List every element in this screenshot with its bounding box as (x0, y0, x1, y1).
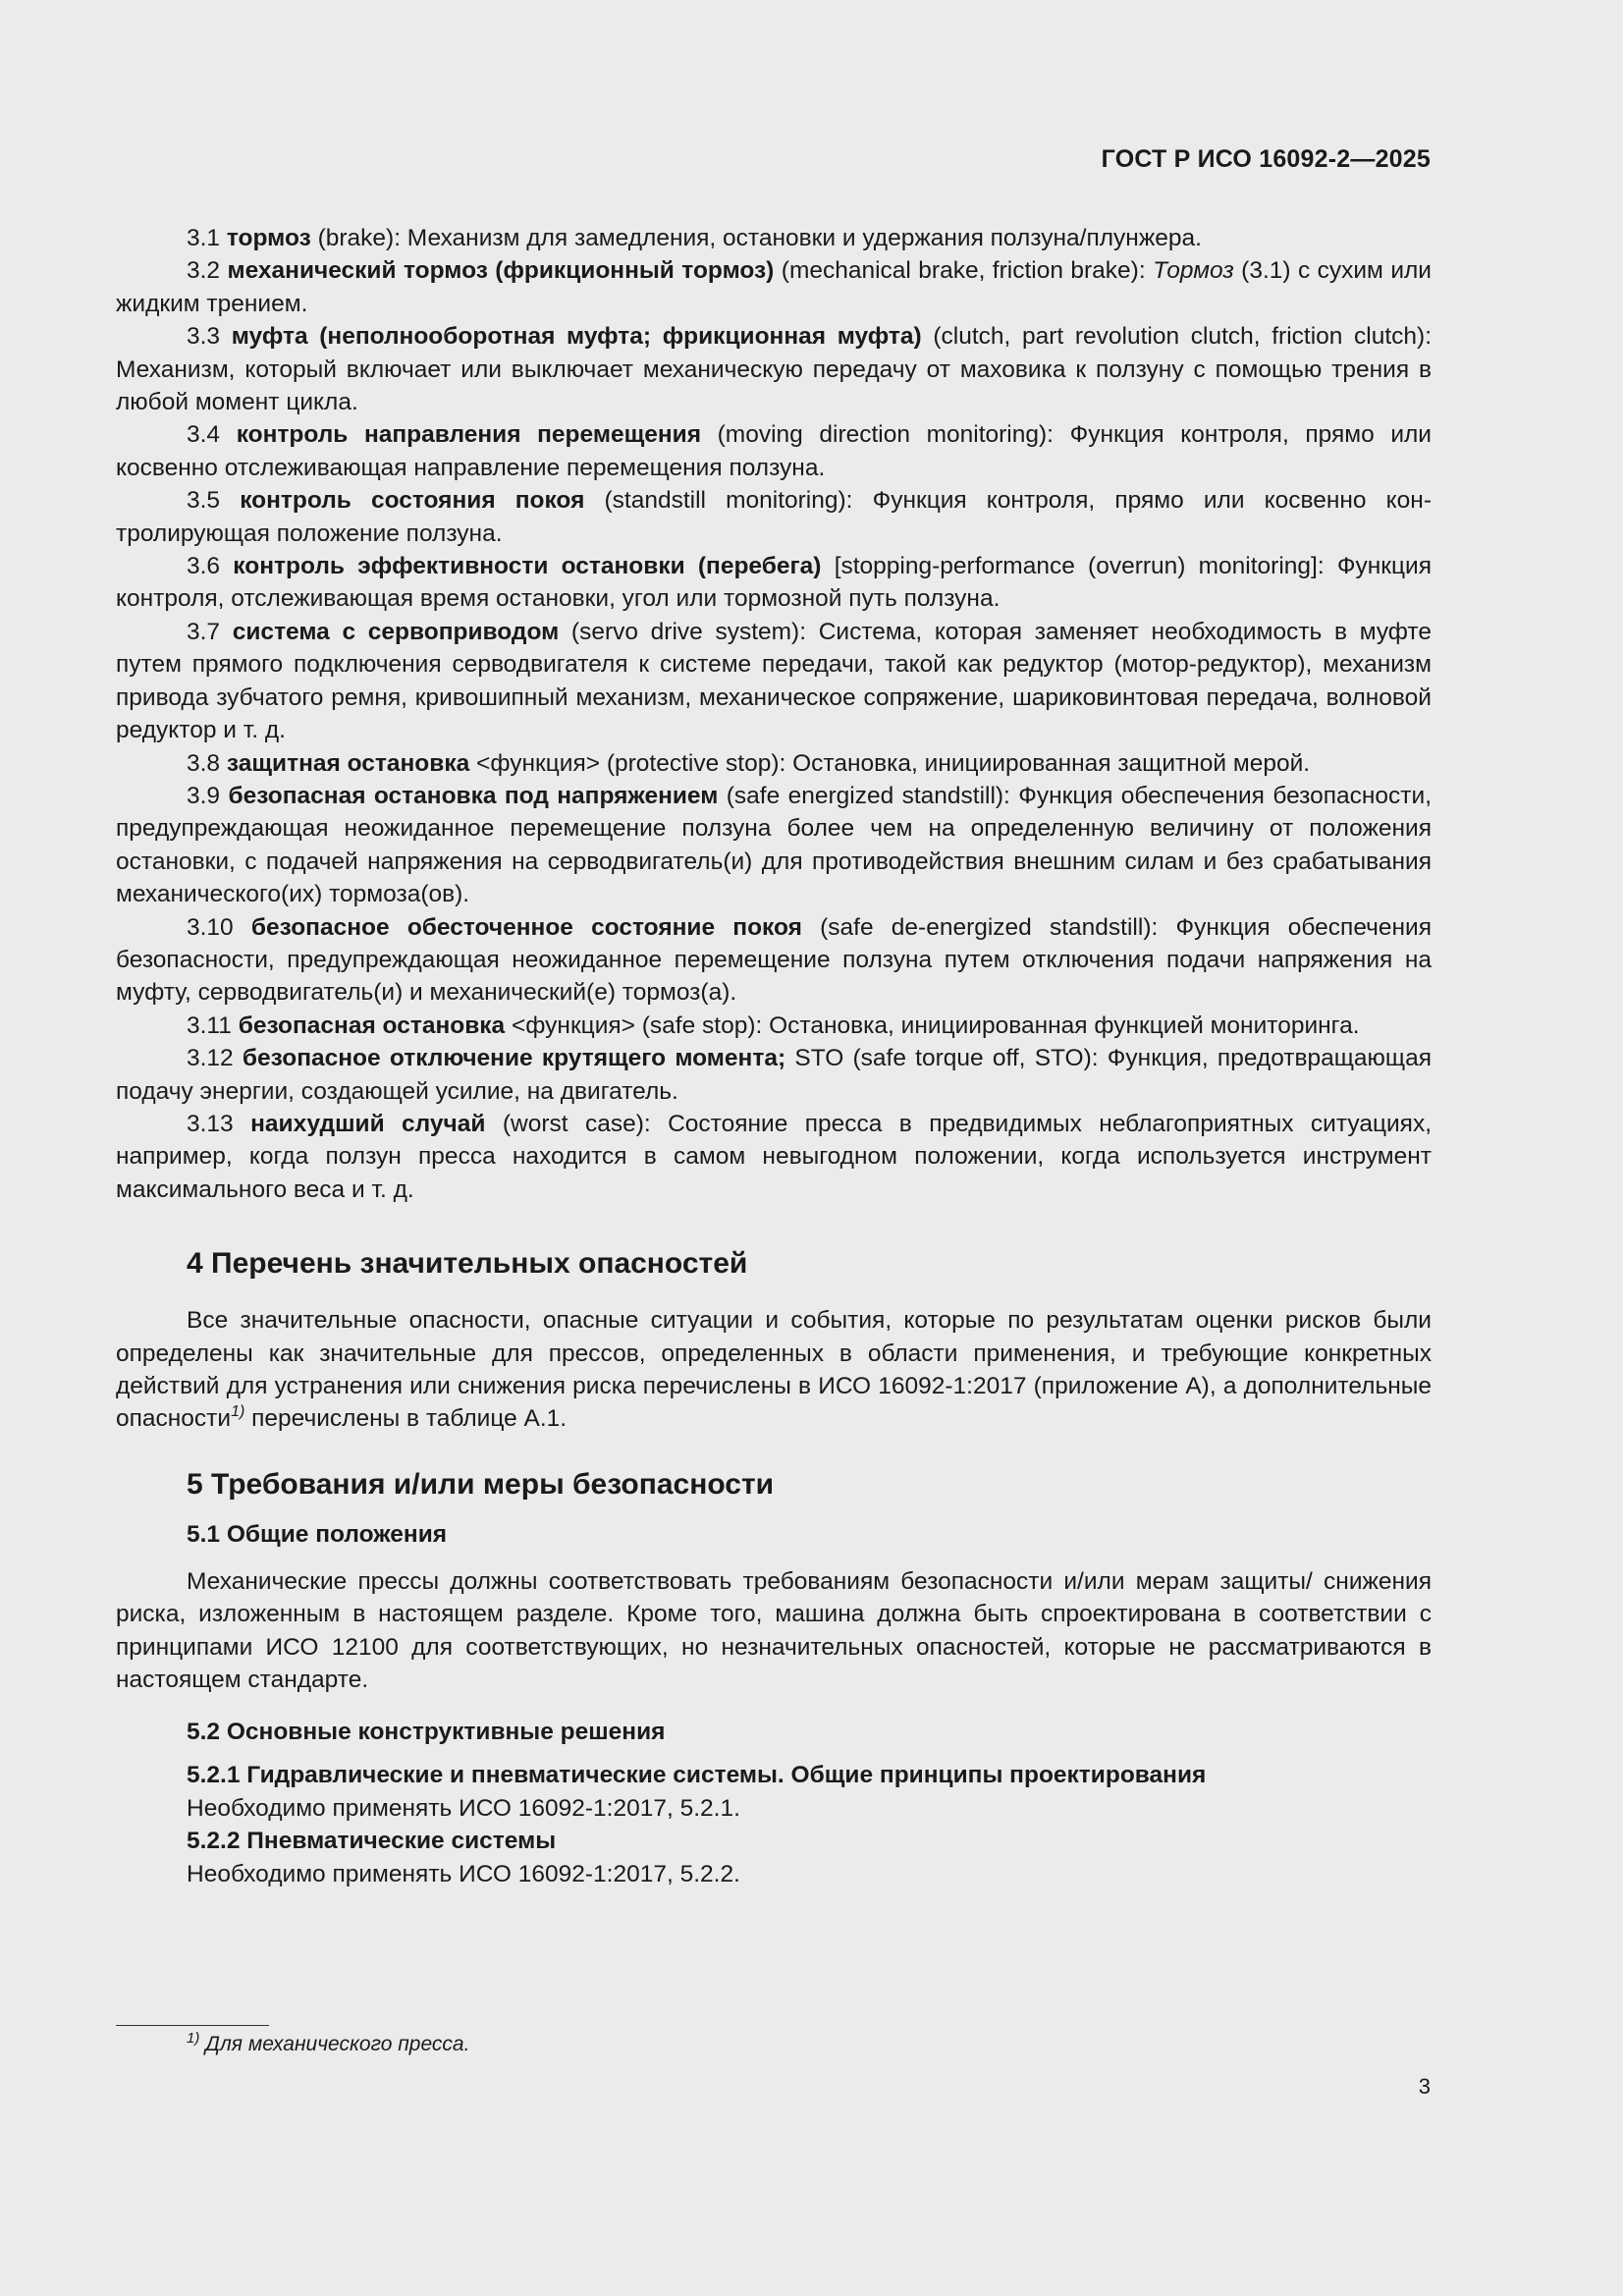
definition-term: система с сервоприводом (232, 618, 560, 645)
definition-term: безопасная остановка под напряжением (228, 782, 719, 809)
definition-number: 3.8 (187, 749, 221, 777)
subsection-5-1-title: 5.1 Общие положения (187, 1520, 448, 1548)
footnote (187, 2030, 470, 2056)
footnote-text: Для механического пресса. (199, 2033, 470, 2055)
footnote-separator (116, 2025, 269, 2026)
footnote-marker: 1) (187, 2030, 200, 2047)
definition-3-6 (116, 550, 1432, 616)
definition-term: наихудший случай (250, 1110, 486, 1137)
definition-3-2 (116, 254, 1432, 320)
definition-number: 3.7 (187, 618, 221, 645)
definition-term: контроль эффективности остановки (перебега) (233, 553, 822, 580)
section-4-text-b: перечислены в таблице А.1. (244, 1405, 568, 1433)
definition-term: тормоз (226, 225, 311, 251)
document-code-header: ГОСТ Р ИСО 16092-2—2025 (1101, 145, 1431, 173)
page-number: 3 (1418, 2074, 1431, 2099)
subsection-5-2-title: 5.2 Основные конструктивные решения (187, 1719, 666, 1746)
definition-number: 3.2 (187, 257, 221, 285)
definition-3-3 (116, 320, 1432, 418)
definition-number: 3.1 (187, 225, 221, 251)
definition-3-12 (116, 1042, 1432, 1108)
definition-term: контроль направления перемещения (236, 421, 702, 449)
definition-term: механический тормоз (фрикционный тормоз) (227, 257, 775, 285)
subsection-5-2-2-text: Необходимо применять ИСО 16092-1:2017, 5.2.2. (187, 1860, 740, 1887)
definition-text: (clutch, part revolution clutch, friction clutch): Механизм, который включает или выключает механическую передачу от маховика к ползуну с помощью трения в любой момент цикла. (116, 323, 1433, 416)
definition-text: <функция> (protective stop): Остановка, инициированная защитной мерой. (469, 749, 1311, 777)
footnote-reference: 1) (231, 1403, 245, 1421)
definition-text: (safe energized standstill): Функция обеспечения безопасности, предупреждающая неожиданное перемещение ползуна более чем на определенную величину от положения остановки, с подачей напряжения на серводвигатель(и) для противодействия внешним силам и без срабатывания механического(их) тормоза(ов). (116, 782, 1433, 908)
subsection-5-2-1-text: Необходимо применять ИСО 16092-1:2017, 5.2.1. (187, 1794, 740, 1822)
section-4-text-a: Все значительные опасности, опасные ситуации и события, которые по результатам оценки рисков были определены как значительные для прессов, определенных в области применения, и требующие конкретных действий для устранения или снижения риска перечислены в ИСО 16092-1:2017 (приложение А), а дополнительные опасности (116, 1307, 1432, 1433)
definition-number: 3.3 (187, 323, 221, 351)
definition-number: 3.13 (187, 1110, 234, 1137)
definition-3-7 (116, 616, 1432, 747)
subsection-5-1-paragraph: Механические прессы должны соответствовать требованиям безопасности и/или мерам защиты/ снижения риска, изложенным в настоящем разделе. Кроме того, машина должна быть спроектирована в соответствии с принципами ИСО 12100 для соответствующих, но незначительных опасностей, которые не рассматриваются в настоящем стандарте. (116, 1567, 1432, 1694)
definition-text: (safe de-energized standstill): Функция обеспечения безопасности, предупреждающая неожиданное перемещение ползуна путем отключения подачи напряжения на муфту, серводвигатель(и) и механический(е) тормоз(а). (116, 913, 1432, 1007)
definition-number: 3.10 (187, 913, 234, 941)
definition-term: контроль состояния покоя (240, 487, 585, 515)
section-4-paragraph (116, 1304, 1432, 1436)
definition-number: 3.6 (187, 553, 221, 580)
section-4-title: 4 Перечень значительных опасностей (187, 1247, 748, 1281)
definition-text: (servo drive system): Система, которая заменяет необходимость в муфте путем прямого подключения серводвигателя к системе передачи, такой как редуктор (мотор-редуктор), механизм привода зубчатого ремня, кривошипный механизм, механическое сопряжение, шариковинтовая передача, волновой редуктор и т. д. (116, 618, 1432, 744)
definition-text: STO (safe torque off, STO): Функция, предотвращающая подачу энергии, создающей усилие, на двигатель. (116, 1045, 1432, 1105)
section-5-title: 5 Требования и/или меры безопасности (187, 1467, 775, 1501)
definition-number: 3.12 (187, 1045, 234, 1072)
definition-number: 3.5 (187, 487, 221, 515)
definition-term: муфта (неполнооборотная муфта; фрикционная муфта) (231, 323, 922, 351)
definition-term: защитная остановка (226, 749, 470, 777)
document-body (116, 222, 1432, 1890)
definition-3-1 (116, 222, 1432, 254)
definition-3-10 (116, 911, 1432, 1010)
subsection-5-2-1-title: 5.2.1 Гидравлические и пневматические системы. Общие принципы проектирования (187, 1762, 1207, 1789)
definition-3-4 (116, 418, 1432, 484)
definition-text: (mechanical brake, friction brake): (774, 257, 1154, 285)
definition-text: (standstill monitoring): Функция контроля, прямо или косвенно контролирующая положение ползуна. (116, 487, 1432, 547)
subsection-5-2-2-title: 5.2.2 Пневматические системы (187, 1828, 557, 1855)
definition-number: 3.11 (187, 1011, 232, 1039)
definition-italic-reference: Тормоз (1153, 257, 1234, 285)
definitions-list (116, 222, 1432, 1206)
definition-3-11 (116, 1010, 1432, 1042)
definition-text: [stopping-performance (overrun) monitoring]: Функция контроля, отслеживающая время остановки, угол или тормозной путь ползуна. (116, 553, 1432, 613)
definition-term: безопасное отключение крутящего момента; (242, 1045, 786, 1072)
definition-text: (brake): Механизм для замедления, остановки и удержания ползуна/плунжера. (310, 225, 1202, 251)
definition-term: безопасное обесточенное состояние покоя (250, 913, 802, 941)
definition-3-9 (116, 780, 1432, 911)
definition-text: <функция> (safe stop): Остановка, инициированная функцией мониторинга. (505, 1011, 1360, 1039)
definition-3-13 (116, 1108, 1432, 1206)
definition-3-5 (116, 484, 1432, 550)
definition-text-continued: (3.1) с сухим или жидким трением. (116, 257, 1432, 317)
definition-number: 3.4 (187, 421, 221, 449)
definition-number: 3.9 (187, 782, 221, 809)
definition-term: безопасная остановка (238, 1011, 506, 1039)
definition-text: (moving direction monitoring): Функция контроля, прямо или косвенно отслеживающая направление перемещения ползуна. (116, 421, 1432, 481)
definition-text: (worst case): Состояние пресса в предвидимых неблагоприятных ситуациях, например, когда ползун пресса находится в самом невыгодном положении, когда используется инструмент максимального веса и т. д. (116, 1110, 1433, 1203)
definition-3-8 (116, 747, 1432, 780)
